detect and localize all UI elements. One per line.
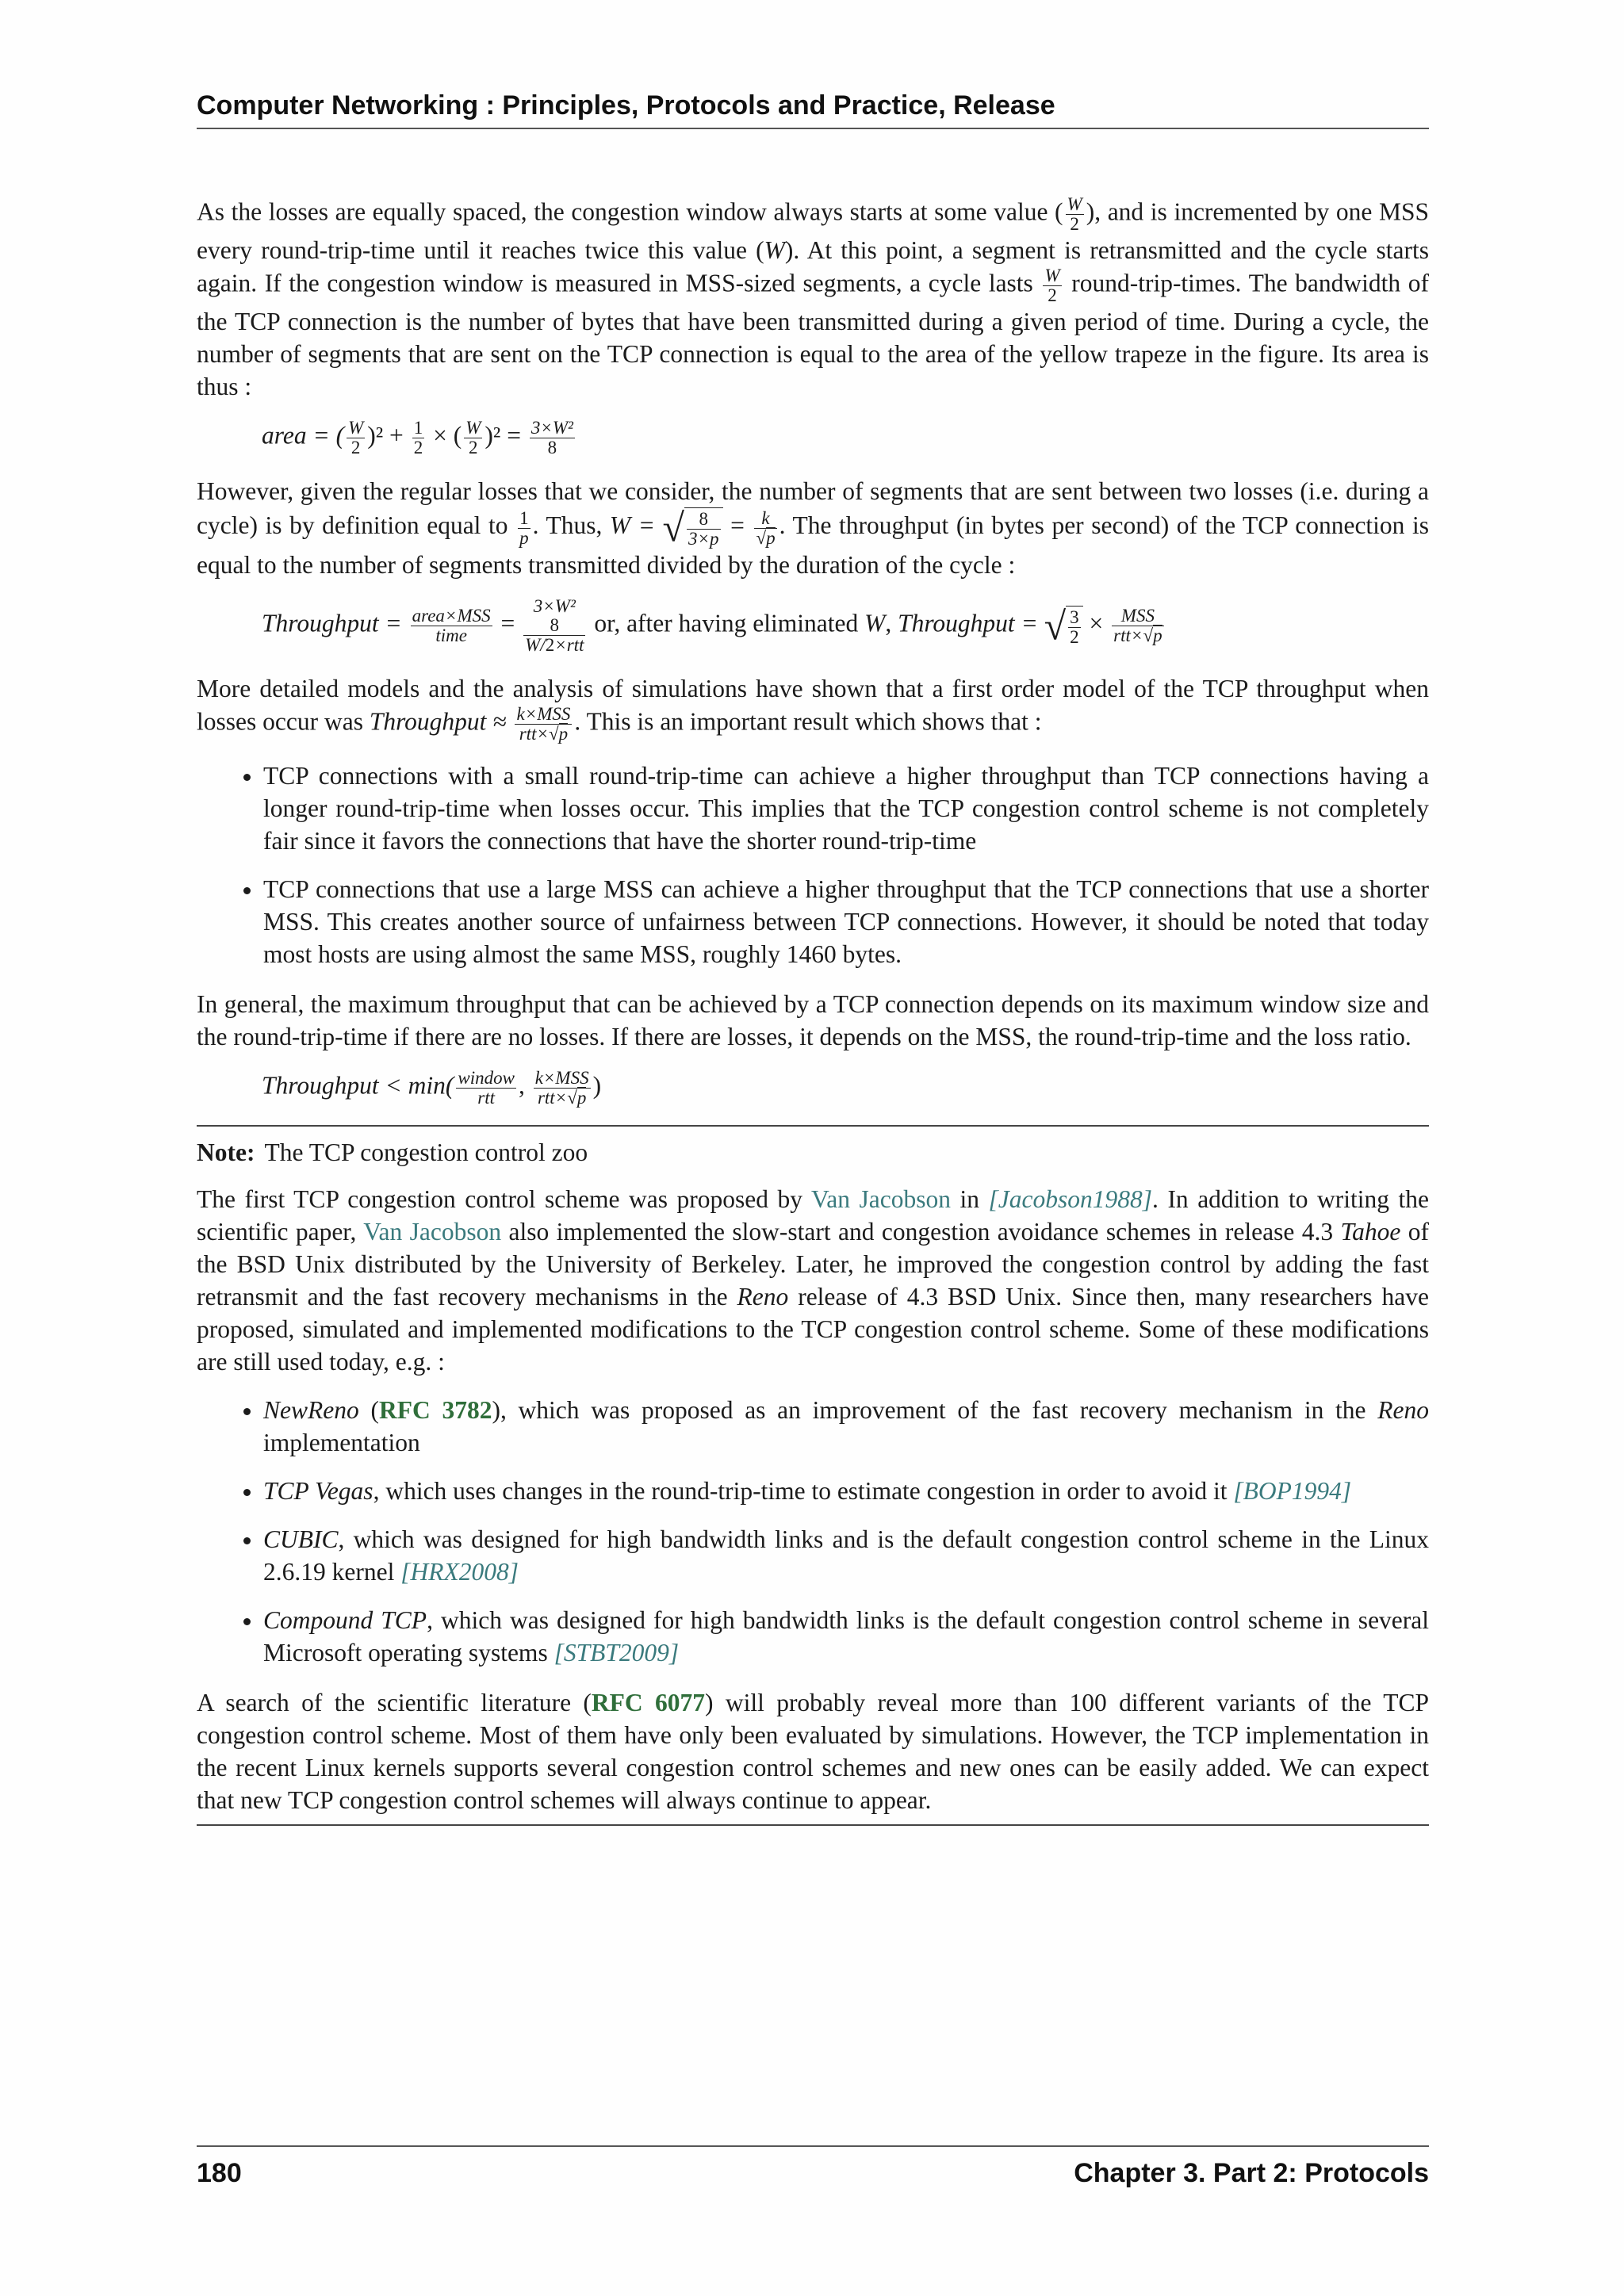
- note-title: Note: The TCP congestion control zoo: [197, 1138, 588, 1166]
- equation-throughput: Throughput = $\frac{\text{area×MSS}}{\text{time}}$ = 3×W² 8 W/2×rtt or, after having eliminated W, Throughput = √ $\frac{3}{2}$ × $\frac{\text{MSS}}{\text{rtt×√p}}$: [262, 596, 1162, 655]
- list-item-vegas: • TCP Vegas, which uses changes in the round-trip-time to estimate congestion in order to avoid it [BOP1994]: [263, 1475, 1429, 1507]
- list-item: • TCP connections that use a large MSS can achieve a higher throughput that the TCP connections that use a shorter MSS. This creates another source of unfairness between TCP connections. However, it should be noted that today most hosts are using almost the same MSS, roughly 1460 bytes.: [263, 873, 1429, 970]
- van-jacobson-link[interactable]: Van Jacobson: [363, 1218, 502, 1246]
- van-jacobson-link[interactable]: Van Jacobson: [811, 1185, 951, 1213]
- note-paragraph-history: The first TCP congestion control scheme was proposed by Van Jacobson in [Jacobson1988]. In addition to writing the scientific paper, Van Jacobson also implemented the slow-start and congestion avoidance schemes in release 4.3 Tahoe of the BSD Unix distributed by the University of Berkeley. Later, he improved the congestion control by adding the fast retransmit and the fast recovery mechanisms in the Reno release of 4.3 BSD Unix. Since then, many researchers have proposed, simulated and implemented modifications to the TCP congestion control scheme. Some of these modifications are still used today, e.g. :: [197, 1185, 1430, 1376]
- note-box: [197, 1125, 1429, 1826]
- fraction-w-over-2: $\frac{W}{2}$: [1044, 266, 1060, 305]
- paragraph-model: More detailed models and the analysis of simulations have shown that a first order model of the TCP throughput when losses occur was Throughput ≈ $\frac{\text{k×MSS}}{\text{rtt×√p}}$ . This is an important result which shows that :: [197, 675, 1429, 744]
- fraction-w-over-2: $\frac{W}{2}$: [1067, 194, 1082, 234]
- equation-throughput-min: Throughput < min( $\frac{\text{window}}{\text{rtt}}$ , $\frac{\text{k×MSS}}{\text{rtt×√p}}$ ): [262, 1068, 602, 1108]
- equation-area: area = ( $\frac{W}{2}$ )² + $\frac{1}{2}$ × ( $\frac{W}{2}$ )² = $\frac{\text{3×W²}}{8}$: [262, 418, 573, 457]
- page-number: 180: [197, 2158, 242, 2188]
- list-item: • TCP connections with a small round-trip-time can achieve a higher throughput than TCP connections having a longer round-trip-time when losses occur. This implies that the TCP congestion control scheme is not completely fair since it favors the connections that have the shorter round-trip-time: [263, 760, 1429, 857]
- list-item-cubic: • CUBIC, which was designed for high bandwidth links and is the default congestion control scheme in the Linux 2.6.19 kernel [HRX2008]: [263, 1523, 1429, 1588]
- citation-hrx2008[interactable]: [HRX2008]: [400, 1558, 519, 1586]
- rfc-3782-link[interactable]: RFC 3782: [378, 1396, 492, 1424]
- page-footer: [197, 2145, 1429, 2189]
- note-paragraph-literature: A search of the scientific literature (RFC 6077) will probably reveal more than 100 different variants of the TCP congestion control scheme. Most of them have only been evaluated by simulations. However, the TCP implementation in the recent Linux kernels supports several congestion control schemes and new ones can be easily added. We can expect that new TCP congestion control schemes will always continue to appear.: [197, 1689, 1429, 1814]
- chapter-label: Chapter 3. Part 2: Protocols: [1074, 2158, 1429, 2188]
- citation-stbt2009[interactable]: [STBT2009]: [553, 1639, 680, 1667]
- running-header: Computer Networking : Principles, Protocols and Practice, Release: [197, 90, 1429, 129]
- paragraph-general: In general, the maximum throughput that can be achieved by a TCP connection depends on its maximum window size and the round-trip-time if there are no losses. If there are losses, it depends on the MSS, the round-trip-time and the loss ratio.: [197, 990, 1429, 1050]
- citation-bop1994[interactable]: [BOP1994]: [1233, 1477, 1352, 1505]
- citation-jacobson1988[interactable]: [Jacobson1988]: [988, 1185, 1153, 1213]
- rfc-6077-link[interactable]: RFC 6077: [591, 1689, 705, 1716]
- paragraph-window-cycle: As the losses are equally spaced, the congestion window always starts at some value ( $\frac{W}{2}$ ), and is incremented by one MSS every round-trip-time until it reaches twice this value (W). At this point, a segment is retransmitted and the cycle starts again. If the congestion window is measured in MSS-sized segments, a cycle lasts $\frac{W}{2}$ round-trip-times. The bandwidth of the TCP connection is the number of bytes that have been transmitted during a given period of time. During a cycle, the number of segments that are sent on the TCP connection is equal to the area of the yellow trapeze in the figure. Its area is thus :: [197, 194, 1429, 400]
- paragraph-losses: However, given the regular losses that we consider, the number of segments that are sent between two losses (i.e. during a cycle) is by definition equal to $\frac{1}{p}$ . Thus, W = √ $\frac{8}{3\times p}$ = $\frac{k}{√p}$ . The throughput (in bytes per second) of the TCP connection is equal to the number of segments transmitted divided by the duration of the cycle :: [197, 477, 1430, 579]
- list-unfairness: [197, 760, 1429, 970]
- list-item-newreno: • NewReno (RFC 3782), which was proposed as an improvement of the fast recovery mechanism in the Reno implementation: [263, 1394, 1429, 1459]
- list-item-compound: • Compound TCP, which was designed for high bandwidth links is the default congestion control scheme in several Microsoft operating systems [STBT2009]: [263, 1604, 1429, 1669]
- page-body: [197, 195, 1429, 1826]
- list-variants: [197, 1394, 1429, 1669]
